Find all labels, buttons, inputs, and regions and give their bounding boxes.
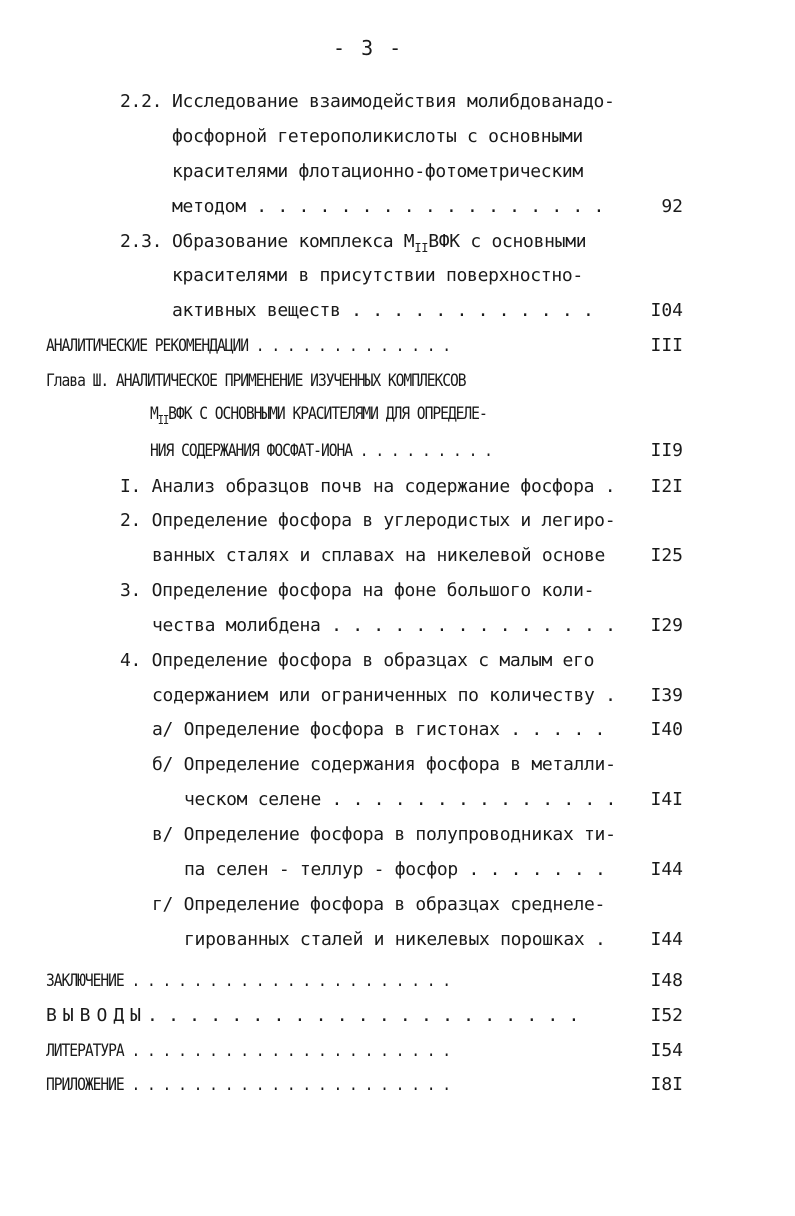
toc-entry-2-2-number: 2.2. [120,91,163,112]
toc-chapter-3-line-1: Глава Ш. АНАЛИТИЧЕСКОЕ ПРИМЕНЕНИЕ ИЗУЧЕННЫХ КОМПЛЕКСОВ [46,371,466,391]
toc-entry-2-2-line-2: фосфорной гетерополикислоты с основными [172,126,583,147]
toc-findings [46,1005,579,1027]
toc-chapter-3-line-3: НИЯ СОДЕРЖАНИЯ ФОСФАТ-ИОНА . . . . . . . . . [150,441,492,461]
toc-section-4-line-2: содержанием или ограниченных по количеству . [152,685,616,706]
toc-literature: ЛИТЕРАТУРА . . . . . . . . . . . . . . . . . . . . . [46,1041,451,1061]
toc-subsection-v-page: I44 [650,859,683,880]
toc-entry-2-3-line-1b: ВФК с основными [428,231,587,252]
toc-subsection-a: а/ Определение фосфора в гистонах . . . . . [152,719,606,740]
toc-entry-2-3-line-1a: Образование комплекса М [172,231,415,252]
toc-subsection-g-page: I44 [650,929,683,950]
toc-conclusion: ЗАКЛЮЧЕНИЕ . . . . . . . . . . . . . . . . . . . . . [46,971,451,991]
toc-section-2-page: I25 [650,545,683,566]
toc-chapter-3-page: II9 [650,440,683,461]
toc-literature-page: I54 [650,1040,683,1061]
toc-entry-2-2-line-3: красителями флотационно-фотометрическим [172,161,583,182]
toc-entry-2-2-line-1: Исследование взаимодействия молибдованадо- [172,91,615,112]
toc-findings-dots: . . . . . . . . . . . . . . . . . . . . . [147,1005,580,1026]
toc-section-2-line-2: ванных сталях и сплавах на никелевой основе [152,545,606,566]
toc-section-4-line-1: 4. Определение фосфора в образцах с малым его [120,650,595,671]
toc-entry-2-3-line-1 [172,231,586,254]
toc-entry-2-2-page: 92 [661,196,683,217]
toc-entry-2-3-line-2: красителями в присутствии поверхностно- [172,265,583,286]
toc-entry-2-3-page: I04 [650,300,683,321]
toc-entry-2-3-line-3: активных веществ . . . . . . . . . . . . [172,300,594,321]
toc-chapter-3-line-2 [150,403,487,426]
toc-subsection-g-line-2: гированных сталей и никелевых порошках . [184,929,606,950]
toc-conclusion-page: I48 [650,970,683,991]
toc-section-3-page: I29 [650,615,683,636]
toc-section-3-line-1: 3. Определение фосфора на фоне большого коли- [120,580,595,601]
toc-section-2-line-1: 2. Определение фосфора в углеродистых и легиро- [120,510,616,531]
toc-subsection-b-page: I4I [650,789,683,810]
toc-entry-2-3-number: 2.3. [120,231,163,252]
toc-subsection-v-line-2: па селен - теллур - фосфор . . . . . . . [184,859,606,880]
toc-subsection-a-page: I40 [650,719,683,740]
toc-appendix-page: I8I [650,1074,683,1095]
toc-subsection-g-line-1: г/ Определение фосфора в образцах среднеле- [152,894,606,915]
toc-subsection-b-line-2: ческом селене . . . . . . . . . . . . . . [184,789,617,810]
toc-section-4-page: I39 [650,685,683,706]
toc-chapter-3-subscript: II [157,413,169,427]
toc-subsection-v-line-1: в/ Определение фосфора в полупроводниках ти- [152,824,616,845]
toc-findings-page: I52 [650,1005,683,1026]
page-number: - 3 - [333,36,404,60]
toc-entry-2-3-subscript: II [414,241,429,255]
toc-recommendations: АНАЛИТИЧЕСКИЕ РЕКОМЕНДАЦИИ . . . . . . . . . . . . . [46,336,451,356]
toc-entry-2-2-line-4: методом . . . . . . . . . . . . . . . . . [172,196,605,217]
toc-chapter-3-line-2b: ВФК С ОСНОВНЫМИ КРАСИТЕЛЯМИ ДЛЯ ОПРЕДЕЛЕ- [168,404,487,424]
toc-findings-title: ВЫВОДЫ [46,1005,148,1026]
toc-section-3-line-2: чества молибдена . . . . . . . . . . . . . . [152,615,616,636]
toc-recommendations-page: III [650,335,683,356]
toc-subsection-b-line-1: б/ Определение содержания фосфора в металли- [152,754,616,775]
toc-section-1: I. Анализ образцов почв на содержание фосфора . [120,476,616,497]
toc-section-1-page: I2I [650,476,683,497]
toc-appendix: ПРИЛОЖЕНИЕ . . . . . . . . . . . . . . . . . . . . . [46,1075,451,1095]
toc-chapter-3-line-2a: М [150,404,158,424]
